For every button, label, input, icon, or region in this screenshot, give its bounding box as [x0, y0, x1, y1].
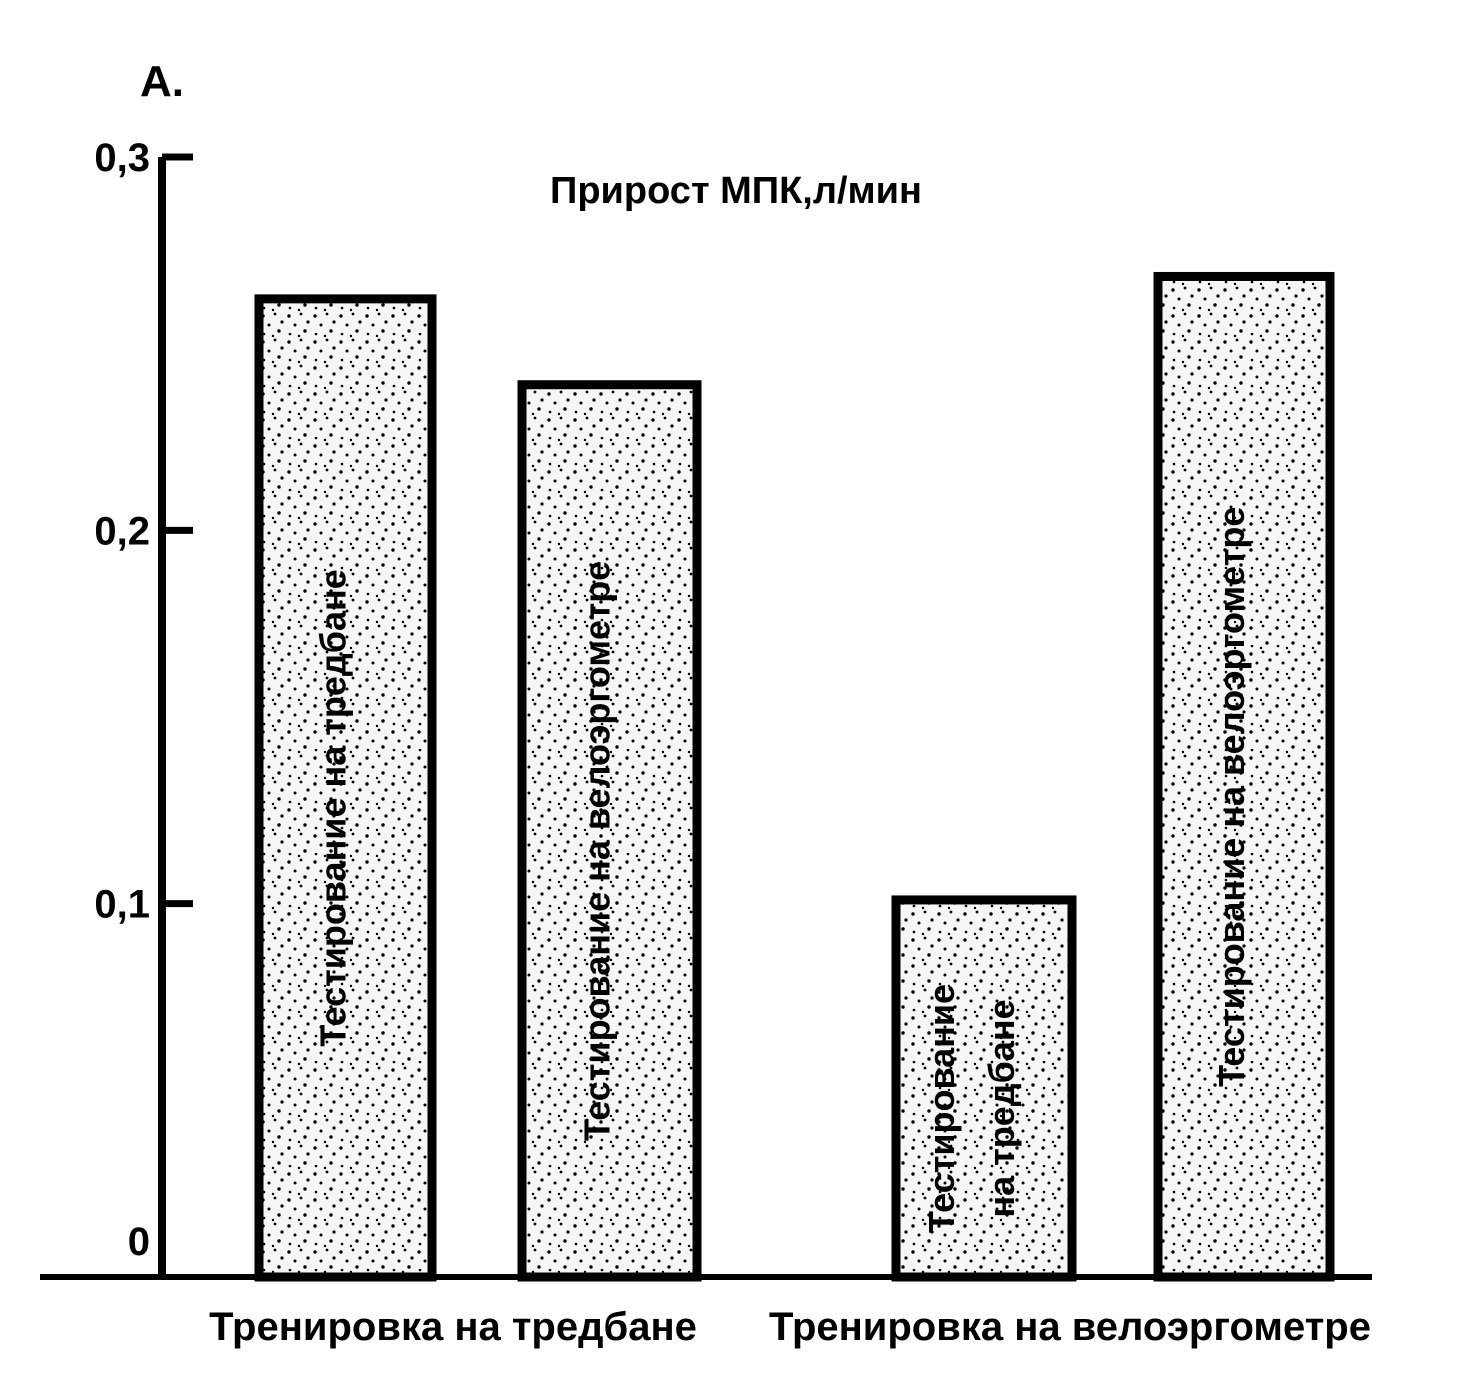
y-tick-label: 0 — [127, 1220, 150, 1264]
bar-label: Тестирование на велоэргометре — [1211, 506, 1252, 1087]
bar-label: на тредбане — [981, 999, 1022, 1218]
bars — [259, 276, 1330, 1277]
bar-label: Тестирование на тредбане — [312, 569, 354, 1047]
bar-label: Тестирование на велоэргометре — [576, 560, 618, 1141]
y-ticks — [94, 136, 193, 1264]
panel-label: А. — [140, 57, 184, 106]
bar-label: Тестирование — [921, 983, 962, 1234]
y-tick-label: 0,2 — [94, 509, 150, 554]
y-axis-label: Прирост МПК,л/мин — [550, 170, 922, 212]
x-category-label: Тренировка на тредбане — [209, 1305, 697, 1349]
x-category-label: Тренировка на велоэргометре — [769, 1305, 1371, 1349]
y-tick-label: 0,1 — [94, 882, 150, 927]
x-categories — [209, 1305, 1371, 1349]
y-tick-label: 0,3 — [94, 136, 150, 180]
